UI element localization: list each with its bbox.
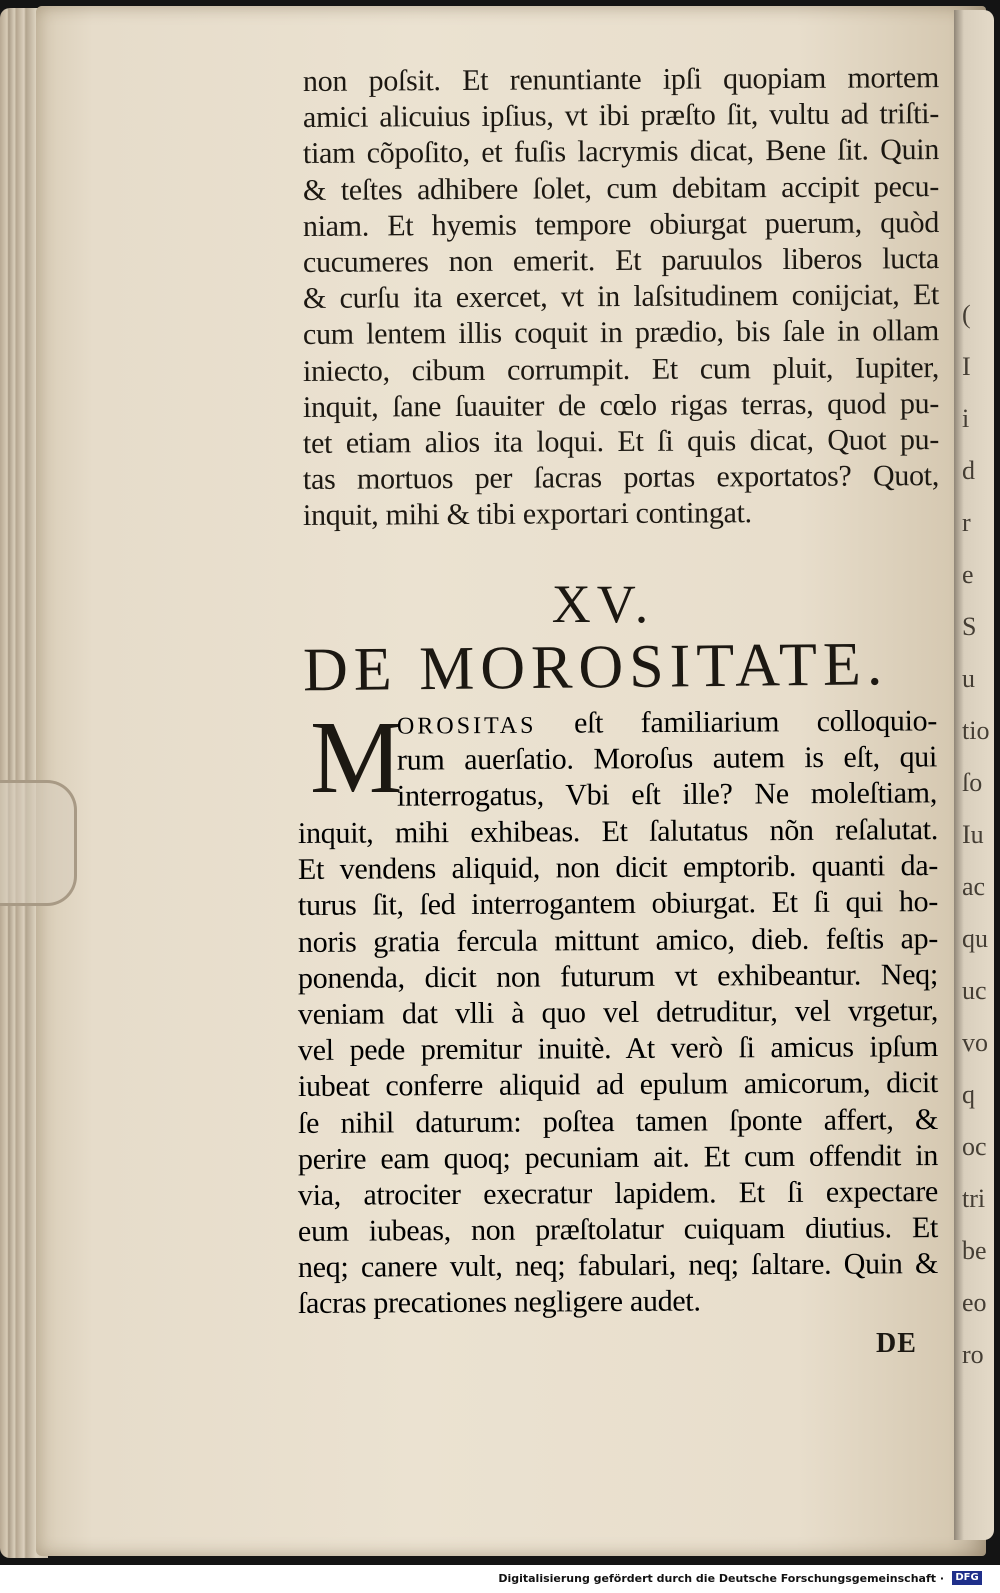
next-page-fragment: tio — [962, 716, 990, 745]
lines_bottom-line: noris gratia fercula mittunt amico, dieb. feſtis ap- — [297, 921, 939, 959]
lines_top-line: non poſsit. Et renuntiante ipſi quopiam mortem — [302, 61, 940, 98]
text-block-bottom — [298, 814, 938, 1321]
smallcaps-run: OROSITAS — [396, 712, 537, 740]
lines_top-line: tas mortuos per ſacras portas exportatos? Quot, — [302, 459, 940, 497]
next-page-fragment: Iu — [962, 820, 984, 849]
lines_bottom-line: ſe nihil daturum: poſtea tamen ſponte affert, & — [297, 1102, 939, 1140]
initial-line — [397, 703, 937, 742]
lines_bottom-line: perire eam quoq; pecuniam ait. Et cum offendit in — [297, 1138, 939, 1176]
clip-mark — [0, 780, 77, 906]
lines_top-line: cucumeres non emerit. Et paruulos liberos lucta — [302, 241, 940, 279]
initial-line — [397, 740, 937, 779]
lines_bottom-line: inquit, mihi exhibeas. Et ſalutatus nõn reſalutat. — [297, 813, 939, 850]
lines_bottom-line: ponenda, dicit non futurum vt exhibeantur. Neq; — [297, 957, 939, 995]
footer-credit: Digitalisierung gefördert durch die Deutsche Forschungsgemeinschaft · — [498, 1572, 944, 1585]
next-page-fragment: ro — [962, 1340, 984, 1369]
next-page-fragment: q — [962, 1080, 975, 1109]
next-page-fragment: i — [962, 404, 970, 433]
lines_bottom-line: vel pede premitur inuitè. At verò ſi amicus ipſum — [297, 1030, 939, 1068]
next-page-fragment: uc — [962, 976, 987, 1005]
lines_top-line: inquit, mihi & tibi exportari contingat. — [302, 496, 752, 533]
chapter-number: XV. — [551, 574, 655, 634]
initial-line — [397, 776, 937, 815]
text-block-top — [303, 62, 939, 532]
dfg-logo: DFG — [952, 1571, 982, 1585]
lines_top-line: tiam cõpoſito, et fuſis lacrymis dicat, Bene ſit. Quin — [302, 133, 940, 171]
next-page-fragment: ac — [962, 872, 986, 901]
line-text: rum auerſatio. Moroſus autem is eſt, qui — [396, 740, 938, 777]
lines_top-line: amici alicuius ipſius, vt ibi præſto ſit, vultu ad triſti- — [302, 97, 940, 135]
lines_bottom-line: via, atrociter execratur lapidem. Et ſi expectare — [297, 1174, 939, 1212]
next-page-fragment: qu — [962, 924, 988, 953]
next-page-fragment: S — [962, 612, 977, 641]
next-page-fragment: ( — [962, 300, 971, 329]
lines_top-line: cum lentem illis coquit in prædio, bis ſale in ollam — [302, 314, 940, 352]
next-page-fragment: be — [962, 1236, 987, 1265]
footer-bar — [0, 1565, 1000, 1593]
next-page-fragment: tri — [962, 1184, 986, 1213]
next-page-strip — [954, 10, 994, 1540]
lines_bottom-line: turus ſit, ſed interrogantem obiurgat. Et ſi qui ho- — [297, 885, 939, 923]
next-page-fragment: r — [962, 508, 971, 537]
lines_bottom-line: iubeat conferre aliquid ad epulum amicorum, dicit — [297, 1066, 939, 1104]
text-block-initial — [397, 705, 937, 814]
catchword: DE — [876, 1328, 917, 1359]
lines_top-line: niam. Et hyemis tempore obiurgat puerum, quòd — [302, 205, 940, 243]
next-page-fragment: d — [962, 456, 975, 485]
lines_bottom-line: neq; canere vult, neq; fabulari, neq; ſaltare. Quin & — [297, 1247, 939, 1285]
lines_top-line: tet etiam alios ita loqui. Et ſi quis dicat, Quot pu- — [302, 422, 940, 460]
next-page-fragment: e — [962, 560, 974, 589]
next-page-fragment: I — [962, 352, 971, 381]
lines_bottom-line: Et vendens aliquid, non dicit emptorib. quanti da- — [297, 849, 939, 887]
lines_top-line: & curſu ita exercet, vt in laſsitudinem conijciat, Et — [302, 278, 940, 316]
next-page-fragment: oc — [962, 1132, 987, 1161]
lines_bottom-line: veniam dat vlli à quo vel detruditur, vel vrgetur, — [297, 993, 939, 1031]
lines_bottom-line: eum iubeas, non præſtolatur cuiquam diutius. Et — [297, 1211, 939, 1249]
next-page-fragment: u — [962, 664, 975, 693]
line-text: eſt familiarium colloquio- — [536, 704, 938, 740]
next-page-fragment: ſo — [962, 768, 983, 797]
lines_top-line: inquit, ſane ſuauiter de cœlo rigas terras, quod pu- — [302, 386, 940, 424]
chapter-title: DE MOROSITATE. — [302, 630, 889, 705]
lines_bottom-line: ſacras precationes negligere audet. — [297, 1284, 701, 1321]
drop-cap: M — [310, 700, 403, 815]
next-page-fragment: vo — [962, 1028, 988, 1057]
next-page-fragment: eo — [962, 1288, 987, 1317]
lines_top-line: & teſtes adhibere ſolet, cum debitam accipit pecu- — [302, 169, 940, 207]
lines_top-line: iniecto, cibum corrumpit. Et cum pluit, Iupiter, — [302, 350, 940, 388]
line-text: interrogatus, Vbi eſt ille? Ne moleſtiam, — [396, 776, 938, 814]
